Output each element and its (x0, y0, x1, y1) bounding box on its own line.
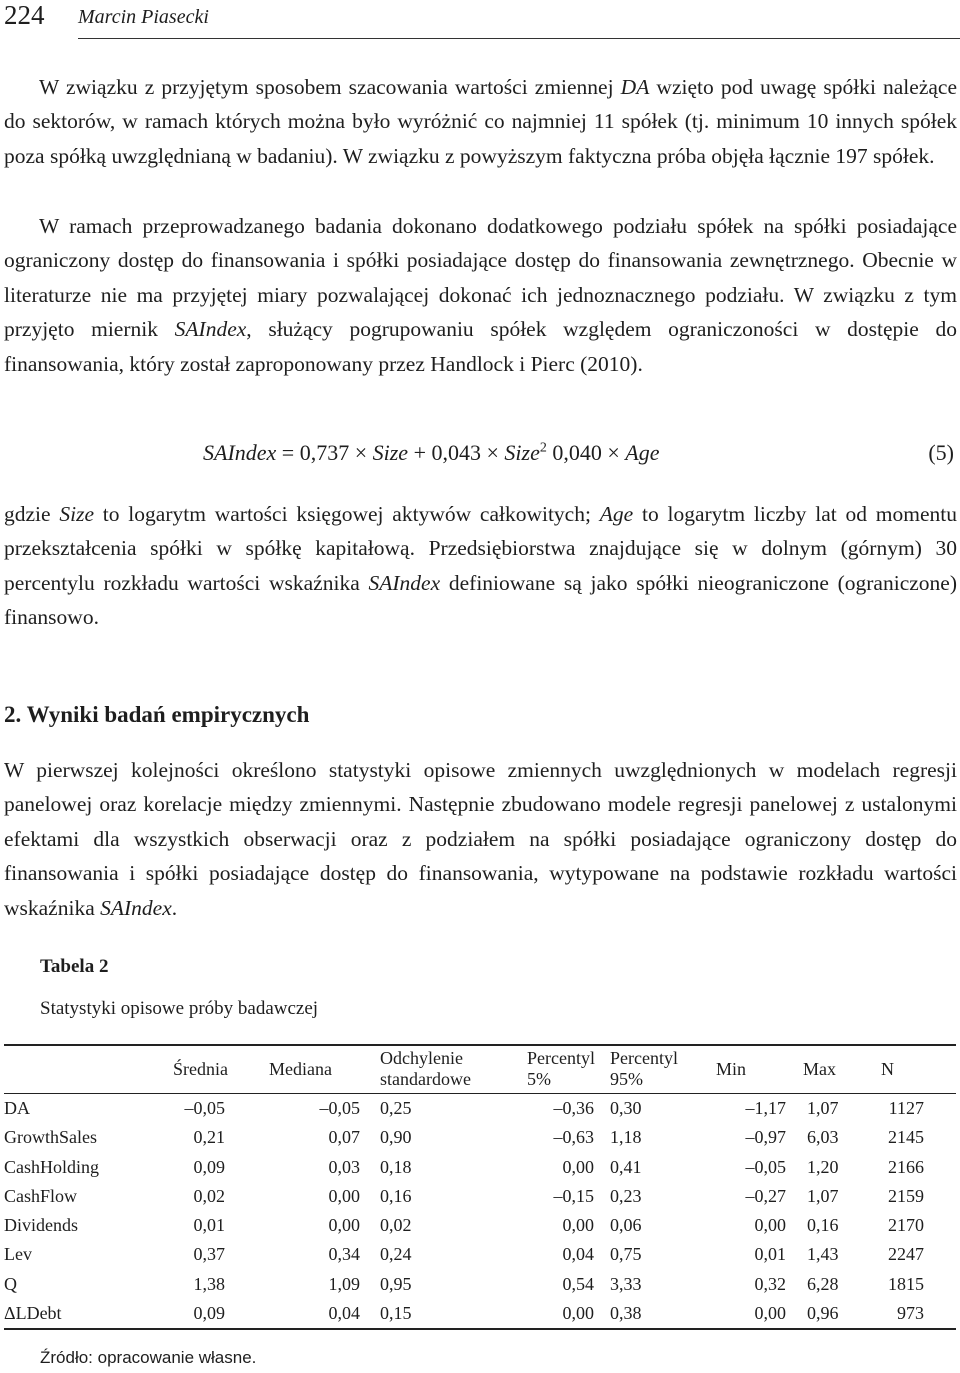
page-number: 224 (4, 0, 45, 30)
cell-median: 0,04 (328, 1303, 360, 1324)
paragraph-2 (4, 209, 957, 381)
cell-p95: 1,18 (610, 1127, 642, 1148)
table-body (4, 1094, 956, 1330)
paragraph-4-text-a: W pierwszej kolejności określono statystyki opisowe zmiennych uwzględnionych w modelach regresji panelowej oraz korelacje między zmiennymi. Następnie zbudowano modele regresji panelowej z ustalonymi efektami dla wszystkich obserwacji oraz z podziałem na spółki posiadające ograniczony dostęp do finansowania i spółki posiadające dostęp do finansowania, wytypowane na podstawie rozkładu wartości wskaźnika (4, 758, 957, 920)
equation-5 (203, 440, 659, 466)
cell-sd: 0,15 (380, 1303, 412, 1324)
cell-min: 0,00 (754, 1303, 786, 1324)
equation-size: Size (372, 440, 409, 465)
cell-max: 1,07 (807, 1098, 839, 1118)
cell-mean: 1,38 (193, 1273, 225, 1294)
cell-n: 1815 (888, 1273, 924, 1294)
cell-max: 6,28 (807, 1273, 839, 1294)
table-header-row (4, 1045, 956, 1094)
cell-p95: 0,23 (610, 1185, 642, 1206)
cell-p95: 0,41 (610, 1156, 642, 1177)
cell-median: 0,34 (328, 1244, 360, 1265)
table-label: Tabela 2 (40, 956, 109, 977)
cell-min: 0,01 (754, 1244, 786, 1265)
cell-variable: ΔLDebt (4, 1303, 62, 1324)
paragraph-3-text-a: gdzie (4, 502, 60, 526)
cell-mean: 0,21 (193, 1127, 225, 1148)
paragraph-3-text-c: to logarytm liczby lat od momentu przekształcenia spółki w spółkę kapitałową. Przedsiębiorstwa znajdujące się w dolnym (górnym) 30 percentylu rozkładu wartości wskaźnika (4, 502, 957, 595)
cell-p5: –0,63 (553, 1127, 594, 1148)
cell-p5: –0,15 (553, 1185, 594, 1206)
cell-sd: 0,90 (380, 1127, 412, 1148)
cell-n: 1127 (888, 1098, 924, 1118)
variable-saindex-2: SAIndex (368, 570, 441, 595)
cell-max: 1,43 (807, 1244, 839, 1265)
cell-n: 2159 (888, 1185, 924, 1206)
cell-median: 0,00 (328, 1215, 360, 1236)
header-p95: Percentyl 95% (610, 1048, 678, 1089)
cell-sd: 0,16 (380, 1185, 412, 1206)
cell-sd: 0,18 (380, 1156, 412, 1177)
cell-median: 0,07 (328, 1127, 360, 1148)
cell-mean: 0,02 (193, 1185, 225, 1206)
section-heading: 2. Wyniki badań empirycznych (4, 702, 310, 727)
paragraph-1 (4, 70, 957, 173)
cell-n: 2166 (888, 1156, 924, 1177)
header-median: Mediana (269, 1058, 332, 1079)
table-source-note: Źródło: opracowanie własne. (40, 1348, 257, 1367)
cell-min: –0,97 (745, 1127, 786, 1148)
cell-min: 0,32 (754, 1273, 786, 1294)
variable-da: DA (620, 75, 650, 99)
paragraph-4-text-b: . (171, 895, 178, 920)
cell-min: –1,17 (745, 1098, 786, 1118)
cell-min: –0,05 (745, 1156, 786, 1177)
variable-age: Age (599, 502, 634, 526)
cell-sd: 0,25 (380, 1098, 412, 1118)
equation-number: (5) (928, 440, 954, 465)
equation-age: Age (625, 440, 660, 465)
table-row (4, 1240, 956, 1269)
cell-mean: 0,37 (193, 1244, 225, 1265)
cell-variable: Q (4, 1273, 17, 1294)
cell-max: 0,16 (807, 1215, 839, 1236)
cell-variable: CashFlow (4, 1185, 78, 1206)
equation-op-minus: 0,040 × (546, 440, 626, 465)
cell-n: 2145 (888, 1127, 924, 1148)
cell-variable: Lev (4, 1244, 32, 1265)
cell-p5: 0,00 (562, 1303, 594, 1324)
cell-mean: 0,09 (193, 1156, 225, 1177)
cell-min: 0,00 (754, 1215, 786, 1236)
cell-mean: –0,05 (184, 1098, 225, 1118)
paragraph-3 (4, 497, 957, 635)
paragraph-4 (4, 753, 957, 925)
cell-p5: 0,00 (562, 1156, 594, 1177)
cell-sd: 0,02 (380, 1215, 412, 1236)
paragraph-2-text-a: W ramach przeprowadzanego badania dokonano dodatkowego podziału spółek na spółki posiadające ograniczony dostęp do finansowania i spółki posiadające dostęp do finansowania zewnętrznego. Obecnie w literaturze nie ma przyjętej miary pozwalającej dokonać ich jednoznacznego podziału. W związku z tym przyjęto miernik (4, 214, 957, 342)
header-sd: Odchylenie standardowe (380, 1048, 471, 1089)
equation-lhs: SAIndex (203, 440, 277, 465)
cell-p5: –0,36 (553, 1098, 594, 1118)
cell-p5: 0,00 (562, 1215, 594, 1236)
header-min: Min (716, 1058, 747, 1079)
table-row (4, 1270, 956, 1299)
cell-variable: GrowthSales (4, 1127, 97, 1148)
variable-size: Size (59, 502, 94, 526)
paragraph-3-text-d: definiowane są jako spółki nieograniczone (ograniczone) finansowo. (4, 570, 957, 630)
cell-mean: 0,01 (193, 1215, 225, 1236)
table-row (4, 1094, 956, 1124)
cell-max: 0,96 (807, 1303, 839, 1324)
cell-n: 2247 (888, 1244, 924, 1265)
table-row (4, 1211, 956, 1240)
cell-p95: 0,38 (610, 1303, 642, 1324)
cell-n: 2170 (888, 1215, 924, 1236)
equation-exponent: 2 (539, 440, 547, 456)
cell-variable: DA (4, 1098, 30, 1118)
cell-median: 0,00 (328, 1185, 360, 1206)
cell-median: 1,09 (328, 1273, 360, 1294)
table-row (4, 1182, 956, 1211)
equation-op-eq: = 0,737 × (276, 440, 373, 465)
cell-median: –0,05 (319, 1098, 360, 1118)
header-max: Max (803, 1058, 836, 1079)
paragraph-2-text-b: , służący pogrupowaniu spółek względem ograniczoności w dostępie do finansowania, który został zaproponowany przez Handlock i Pierc (2010). (4, 317, 957, 376)
stats-table-container (4, 1044, 956, 1330)
paragraph-1-text-b: wzięto pod uwagę spółki należące do sektorów, w ramach których można było wyróżnić co najmniej 11 spółek (tj. minimum 10 innych spółek poza spółką uwzględnianą w badaniu). W związku z powyższym faktyczna próba objęła łącznie 197 spółek. (4, 75, 957, 168)
equation-size-squared: Size (504, 440, 540, 465)
cell-p5: 0,04 (562, 1244, 594, 1265)
table-row (4, 1123, 956, 1152)
cell-median: 0,03 (328, 1156, 360, 1177)
cell-p95: 0,75 (610, 1244, 642, 1265)
cell-p95: 0,06 (610, 1215, 642, 1236)
variable-saindex-3: SAIndex (100, 895, 172, 920)
cell-p95: 3,33 (610, 1273, 642, 1294)
table-row (4, 1153, 956, 1182)
header-p5: Percentyl 5% (527, 1048, 595, 1089)
cell-variable: CashHolding (4, 1156, 100, 1177)
cell-mean: 0,09 (193, 1303, 225, 1324)
variable-saindex: SAIndex (174, 317, 247, 342)
cell-p5: 0,54 (562, 1273, 594, 1294)
running-head-author: Marcin Piasecki (78, 6, 209, 28)
stats-table (4, 1044, 956, 1330)
paragraph-1-text-a: W związku z przyjętym sposobem szacowania wartości zmiennej (39, 75, 621, 99)
cell-max: 1,07 (807, 1185, 839, 1206)
header-name (4, 1045, 141, 1094)
header-rule (78, 38, 960, 39)
cell-sd: 0,95 (380, 1273, 412, 1294)
cell-n: 973 (897, 1303, 924, 1324)
cell-max: 1,20 (807, 1156, 839, 1177)
cell-min: –0,27 (745, 1185, 786, 1206)
cell-max: 6,03 (807, 1127, 839, 1148)
cell-variable: Dividends (4, 1215, 78, 1236)
header-mean: Średnia (173, 1058, 228, 1079)
table-row (4, 1299, 956, 1329)
equation-op-plus: + 0,043 × (408, 440, 505, 465)
cell-sd: 0,24 (380, 1244, 412, 1265)
paragraph-3-text-b: to logarytm wartości księgowej aktywów całkowitych; (94, 502, 600, 526)
header-n: N (881, 1058, 894, 1079)
cell-p95: 0,30 (610, 1098, 642, 1118)
table-title: Statystyki opisowe próby badawczej (40, 998, 319, 1019)
